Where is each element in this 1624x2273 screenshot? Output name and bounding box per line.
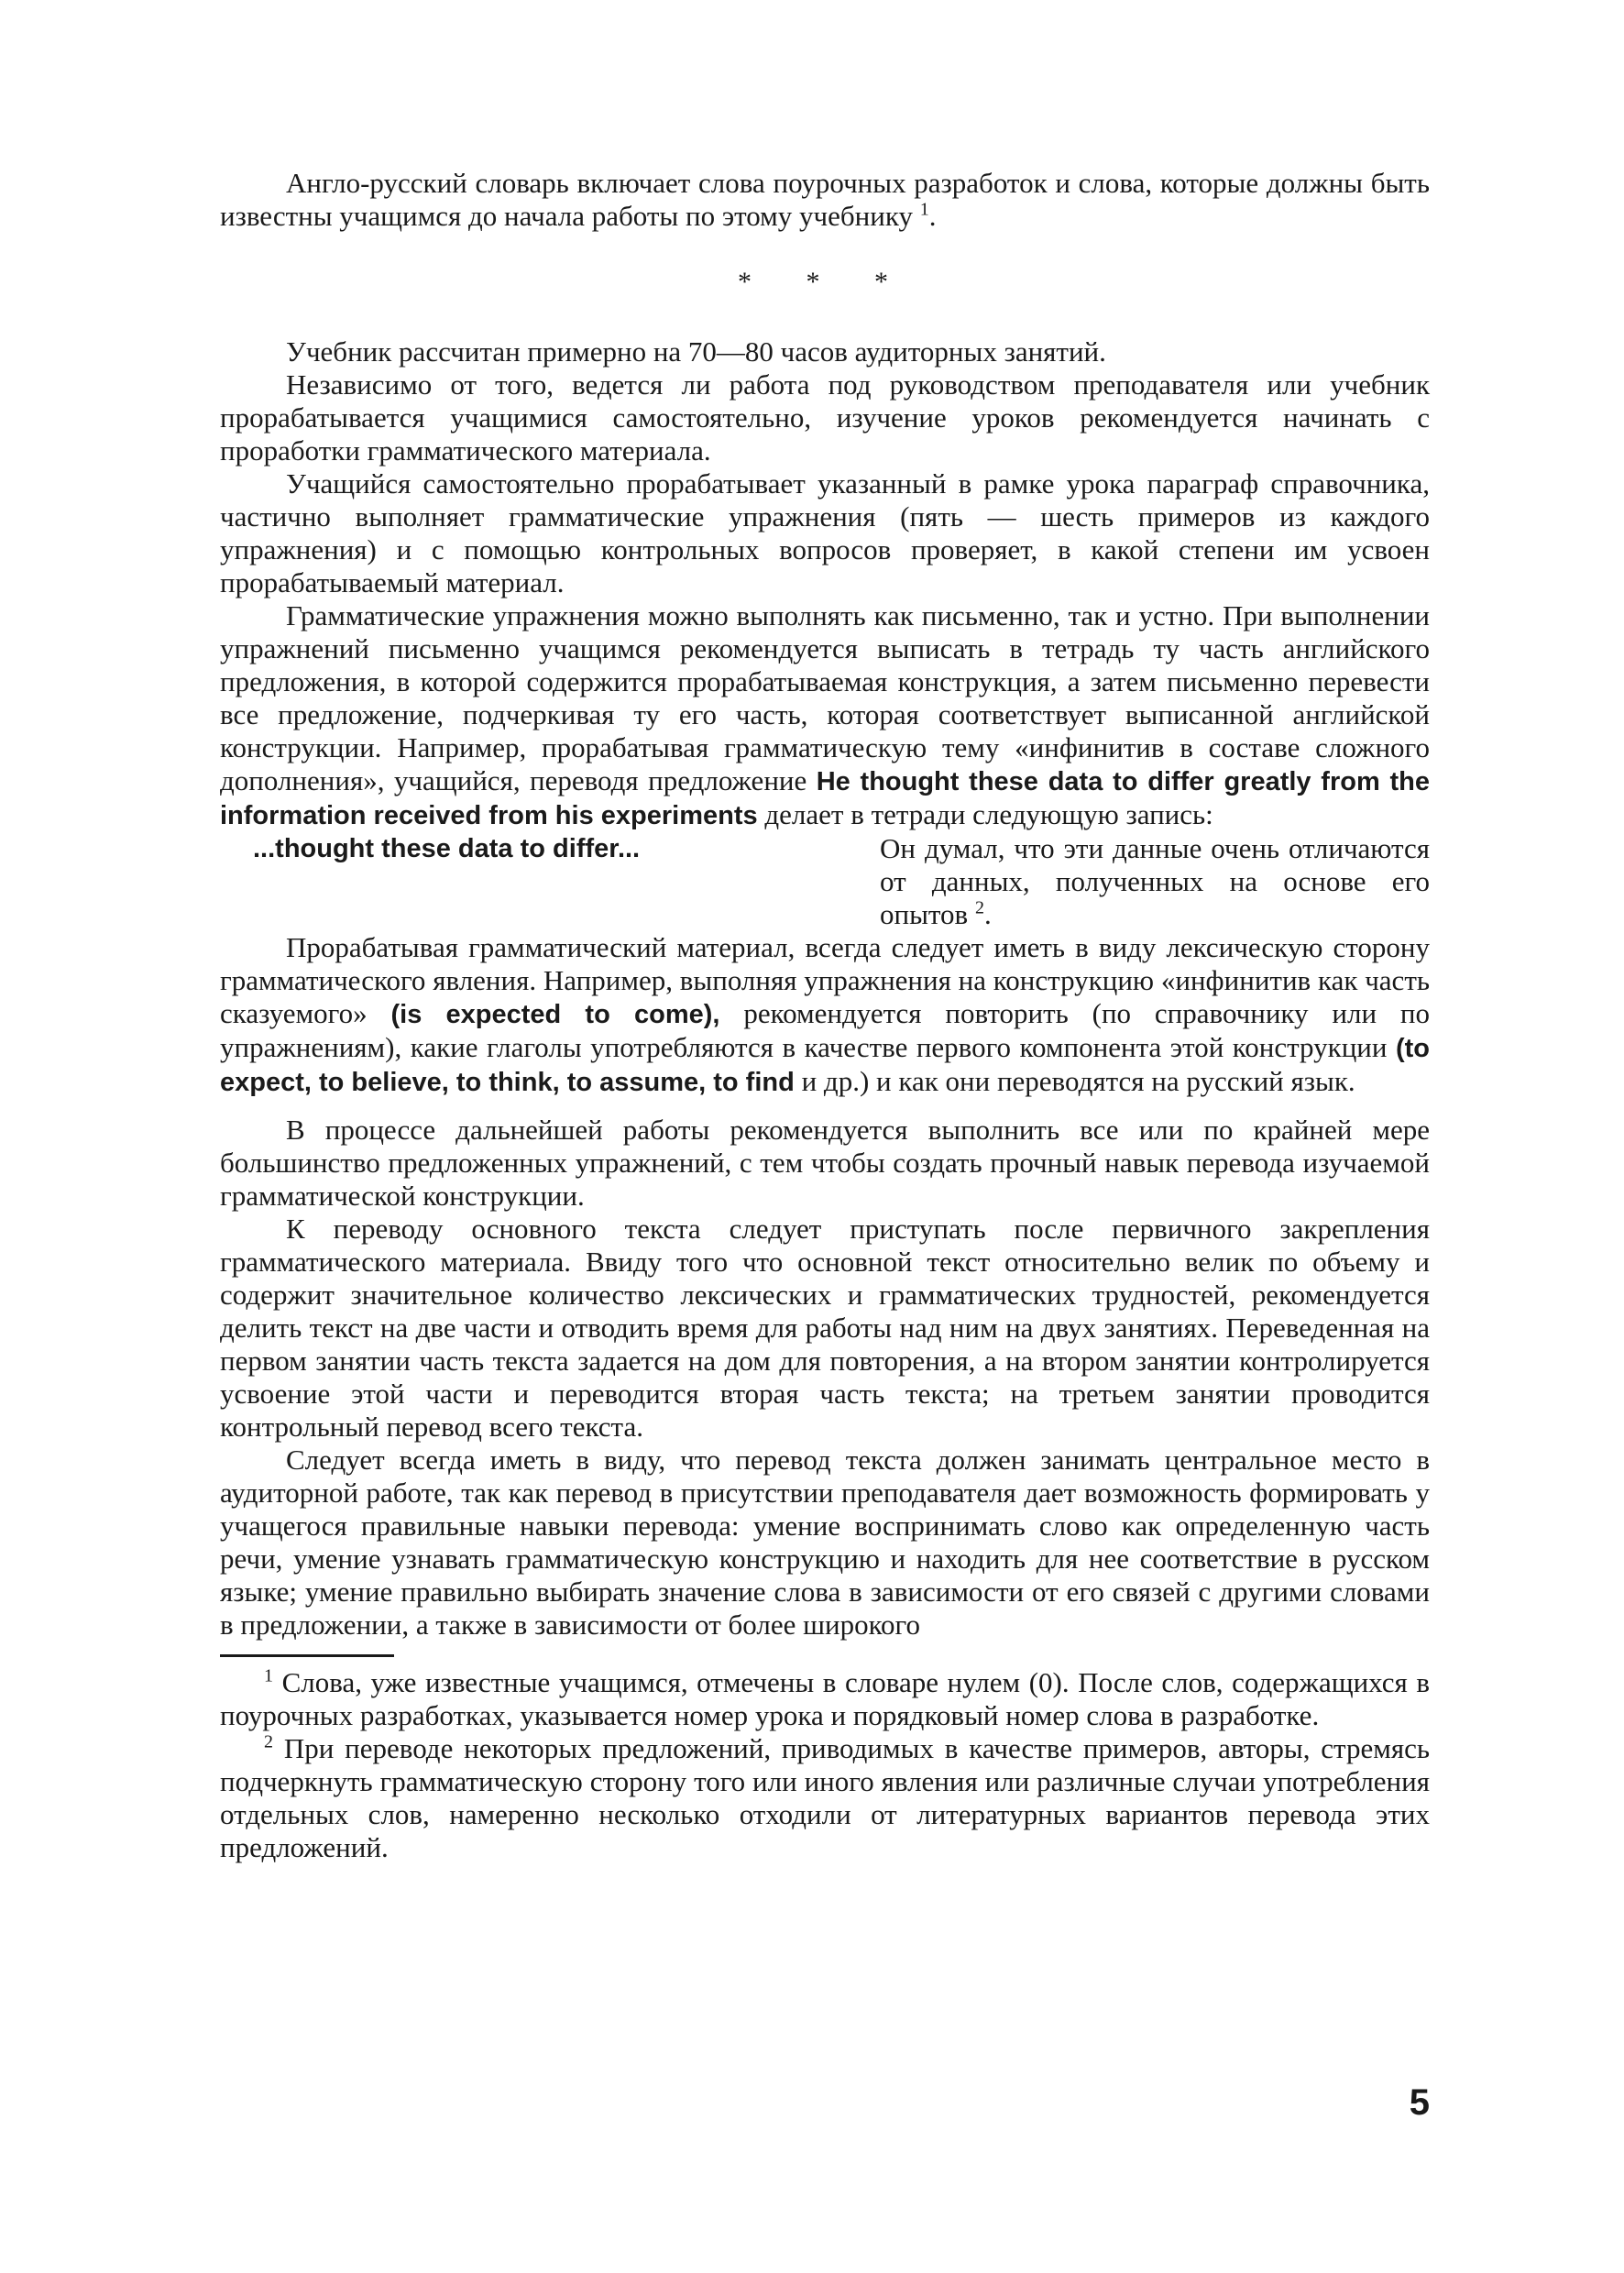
intro-paragraph: Англо-русский словарь включает слова поурочных разработок и слова, которые должны быть известны учащимся до начала работы по этому учебнику $^1$. (220, 167, 1430, 232)
translation-example (220, 832, 1430, 931)
main-text (220, 167, 1430, 1864)
paragraph-exercises: Грамматические упражнения можно выполнять как письменно, так и устно. При выполнении упражнений письменно учащимся рекомендуется выписать в тетрадь ту часть английского предложения, в которой содержится прорабатываемая конструкция, а затем письменно перевести все предложение, подчеркивая ту его часть, которая соответствует выписанной английской конструкции. Например, прорабатывая грамматическую тему «инфинитив в составе сложного дополнения», учащийся, переводя предложение He thought these data to differ greatly from the information received from his experiments делает в тетради следующую запись: (220, 599, 1431, 830)
footnote-1: $^1$ Слова, уже известные учащимся, отмечены в словаре нулем (0). После слов, содержащихся в поурочных разработках, указывается номер урока и порядковый номер слова в разработке. (220, 1665, 1431, 1731)
footnote-2: $^2$ При переводе некоторых предложений, приводимых в качестве примеров, авторы, стремясь подчеркнуть грамматическую сторону того или иного явления или различные случаи употребления отдельных слов, намеренно несколько отходили от литературных вариантов перевода этих предложений. (220, 1731, 1431, 1863)
paragraph-main-text: К переводу основного текста следует приступать после первичного закрепления грамматического материала. Ввиду того что основной текст относительно велик по объему и содержит значительное количество лексических и грамматических трудностей, рекомендуется делить текст на две части и отводить время для работы над ним на двух занятиях. Переведенная на первом занятии часть текста задается на дом для повторения, а на втором занятии контролируется усвоение этой части и переводится вторая часть текста; на третьем занятии проводится контрольный перевод всего текста. (220, 1213, 1430, 1443)
footnote-ref-2[interactable]: 2 (974, 897, 984, 918)
paragraph-hours: Учебник рассчитан примерно на 70—80 часов аудиторных занятий. (286, 335, 1106, 368)
paragraph-self-study: Учащийся самостоятельно прорабатывает указанный в рамке урока параграф справочника, частично выполняет грамматические упражнения (пять — шесть примеров из каждого упражнения) и с помощью контрольных вопросов проверяет, в какой степени им усвоен прорабатываемый материал. (220, 467, 1430, 598)
footnotes (220, 1666, 1430, 1864)
paragraph-lexical: Прорабатывая грамматический материал, всегда следует иметь в виду лексическую сторону грамматического явления. Например, выполняя упражнения на конструкцию «инфинитив как часть сказуемого» (is expected to come), рекомендуется повторить (по справочнику или по упражнениям), какие глаголы употребляются в качестве первого компонента этой конструкции (to expect, to believe, to think, to assume, to find и др.) и как они переводятся на русский язык. (220, 931, 1431, 1097)
paragraph-further-work: В процессе дальнейшей работы рекомендуется выполнить все или по крайней мере большинство предложенных упражнений, с тем чтобы создать прочный навык перевода изучаемой грамматической конструкции. (220, 1114, 1430, 1212)
footnote-ref-1[interactable]: 1 (919, 199, 929, 220)
example-russian: Он думал, что эти данные очень отличаются от данных, полученных на основе его опытов $^2$. (880, 832, 1430, 930)
section-divider-stars: * * * (738, 267, 912, 297)
example-english: ...thought these data to differ... (253, 834, 641, 863)
english-example-sentence: He thought these data to differ greatly from the information received from his experiments (220, 767, 1431, 830)
paragraph-translation: Следует всегда иметь в виду, что перевод текста должен занимать центральное место в аудиторной работе, так как перевод в присутствии преподавателя дает возможность формировать у учащегося правильные навыки перевода: умение воспринимать слово как определенную часть речи, умение узнавать грамматическую конструкцию и находить для нее соответствие в русском языке; умение правильно выбирать значение слова в зависимости от его связей с другими словами в предложении, а также в зависимости от более широкого (220, 1444, 1430, 1641)
page-number: 5 (1409, 2082, 1430, 2123)
footnote-divider (220, 1654, 394, 1657)
paragraph-method: Независимо от того, ведется ли работа под руководством преподавателя или учебник прорабатывается учащимися самостоятельно, изучение уроков рекомендуется начинать с проработки грамматического материала. (220, 368, 1430, 467)
